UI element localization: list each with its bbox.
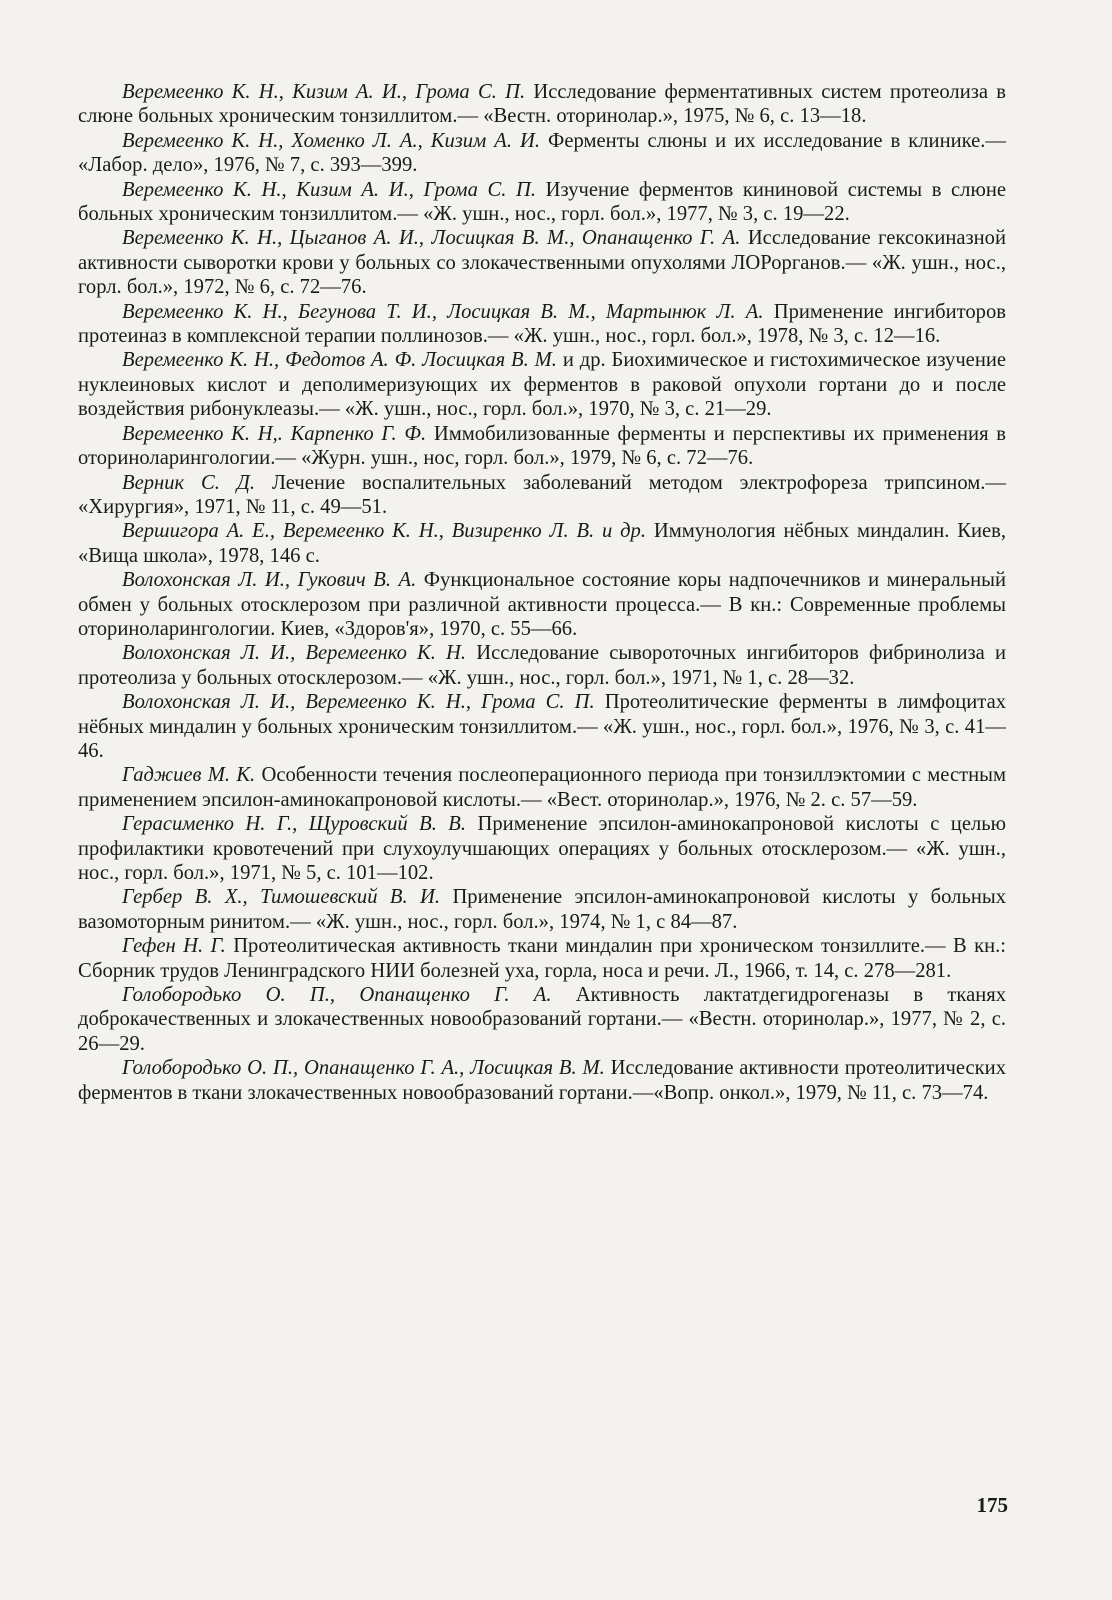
bibliography-entry: [78, 422, 1006, 471]
entry-citation: Протеолитическая активность ткани миндалин при хроническом тонзиллите.— В кн.: Сборник трудов Ленинградского НИИ болезней уха, горла, носа и речи. Л., 1966, т. 14, с. 278—281.: [78, 935, 1006, 982]
entry-authors: Вершигора А. Е., Веремеенко К. Н., Визиренко Л. В. и др.: [122, 520, 646, 543]
bibliography-entry: [78, 568, 1006, 641]
entry-citation: Лечение воспалительных заболеваний методом электрофореза трипсином.— «Хирургия», 1971, № 11, с. 49—51.: [78, 471, 1006, 518]
entry-authors: Голобородько О. П., Опанащенко Г. А., Лосицкая В. М.: [122, 1057, 605, 1080]
entry-authors: Веремеенко К. Н., Хоменко Л. А., Кизим А. И.: [122, 129, 541, 152]
entry-citation: Исследование гексокиназной активности сыворотки крови у больных со злокачественными опухолями ЛОРорганов.— «Ж. ушн., нос., горл. бол.», 1972, № 6, с. 72—76.: [78, 227, 1006, 299]
entry-authors: Гербер В. Х., Тимошевский В. И.: [122, 886, 441, 909]
bibliography-entry: [78, 519, 1006, 568]
entry-authors: Гаджиев М. К.: [122, 764, 256, 787]
bibliography-entry: [78, 1056, 1006, 1105]
bibliography-entry: [78, 690, 1006, 763]
bibliography-entry: [78, 178, 1006, 227]
bibliography-entry: [78, 983, 1006, 1056]
page-number: 175: [976, 1493, 1008, 1517]
entry-authors: Веремеенко К. Н., Кизим А. И., Грома С. П.: [122, 81, 526, 103]
entry-authors: Веремеенко К. Н., Кизим А. И., Грома С. П.: [122, 178, 537, 201]
entry-citation: Ферменты слюны и их исследование в клинике.— «Лабор. дело», 1976, № 7, с. 393—399.: [78, 129, 1006, 177]
entry-authors: Веремеенко К. Н., Цыганов А. И., Лосицкая В. М., Опанащенко Г. А.: [122, 227, 741, 250]
bibliography-entry: [78, 226, 1006, 299]
bibliography-entry: [78, 885, 1006, 934]
entry-authors: Голобородько О. П., Опанащенко Г. А.: [122, 984, 552, 1007]
entry-citation: Изучение ферментов кининовой системы в слюне больных хроническим тонзиллитом.— «Ж. ушн., нос., горл. бол.», 1977, № 3, с. 19—22.: [78, 178, 1007, 226]
entry-citation: Применение эпсилон-аминокапроновой кислоты у больных вазомоторным ринитом.— «Ж. ушн., нос., горл. бол.», 1974, № 1, с 84—87.: [78, 886, 1006, 933]
bibliography-entry: [78, 812, 1006, 885]
bibliography-entry: [78, 934, 1006, 983]
entry-citation: Исследование сывороточных ингибиторов фибринолиза и протеолиза у больных отосклерозом.— «Ж. ушн., нос., горл. бол.», 1971, № 1, с. 28—32.: [78, 642, 1006, 689]
entry-authors: Веремеенко К. Н., Федотов А. Ф. Лосицкая В. М.: [122, 349, 557, 372]
entry-authors: Веремеенко К. Н., Бегунова Т. И., Лосицкая В. М., Мартынюк Л. А.: [122, 300, 764, 323]
entry-citation: Исследование ферментативных систем протеолиза в слюне больных хроническим тонзиллитом.— «Вестн. оторинолар.», 1975, № 6, с. 13—18.: [78, 81, 1006, 128]
entry-authors: Веремеенко К. Н,. Карпенко Г. Ф.: [122, 422, 427, 445]
bibliography-entry: [78, 348, 1006, 421]
bibliography-entry: [78, 129, 1006, 178]
bibliography-entry: [78, 80, 1006, 129]
entry-authors: Волохонская Л. И., Гукович В. А.: [122, 569, 417, 592]
entry-authors: Волохонская Л. И., Веремеенко К. Н., Грома С. П.: [122, 691, 595, 714]
entry-citation: и др. Биохимическое и гистохимическое изучение нуклеиновых кислот и деполимеризующих их ферментов в раковой опухоли гортани до и после воздействия рибонуклеазы.— «Ж. ушн., нос., горл. бол.», 1970, № 3, с. 21—29.: [78, 349, 1006, 421]
entry-authors: Гефен Н. Г.: [122, 935, 226, 958]
entry-citation: Активность лактатдегидрогеназы в тканях доброкачественных и злокачественных новообразований гортани.— «Вестн. оторинолар.», 1977, № 2, с. 26—29.: [78, 984, 1006, 1055]
entry-citation: Применение ингибиторов протеиназ в комплексной терапии поллинозов.— «Ж. ушн., нос., горл. бол.», 1978, № 3, с. 12—16.: [78, 300, 1006, 348]
entry-citation: Применение эпсилон-аминокапроновой кислоты с целью профилактики кровотечений при слухоулучшающих операциях у больных отосклерозом.— «Ж. ушн., нос., горл. бол.», 1971, № 5, с. 101—102.: [78, 813, 1007, 884]
entry-authors: Верник С. Д.: [122, 471, 256, 494]
entry-citation: Иммобилизованные ферменты и перспективы их применения в оториноларингологии.— «Журн. ушн., нос, горл. бол.», 1979, № 6, с. 72—76.: [78, 422, 1006, 470]
entry-citation: Функциональное состояние коры надпочечников и минеральный обмен у больных отосклерозом при различной активности процесса.— В кн.: Современные проблемы оториноларингологии. Киев, «Здоров'я», 1970, с. 55—66.: [78, 569, 1006, 640]
entry-authors: Герасименко Н. Г., Щуровский В. В.: [122, 813, 467, 836]
entry-authors: Волохонская Л. И., Веремеенко К. Н.: [122, 642, 467, 665]
bibliography-entry: [78, 763, 1006, 812]
bibliography-entry: [78, 300, 1006, 349]
bibliography-list: [78, 80, 1006, 1105]
entry-citation: Особенности течения послеоперационного периода при тонзиллэктомии с местным применением эпсилон-аминокапроновой кислоты.— «Вест. оторинолар.», 1976, № 2. с. 57—59.: [78, 764, 1006, 811]
entry-citation: Исследование активности протеолитических ферментов в ткани злокачественных новообразований гортани.—«Вопр. онкол.», 1979, № 11, с. 73—74.: [78, 1057, 1007, 1104]
entry-citation: Протеолитические ферменты в лимфоцитах нёбных миндалин у больных хроническим тонзиллитом.— «Ж. ушн., нос., горл. бол.», 1976, № 3, с. 41—46.: [78, 691, 1007, 762]
bibliography-entry: [78, 641, 1006, 690]
bibliography-entry: [78, 471, 1006, 520]
entry-citation: Иммунология нёбных миндалин. Киев, «Вища школа», 1978, 146 с.: [78, 520, 1006, 567]
